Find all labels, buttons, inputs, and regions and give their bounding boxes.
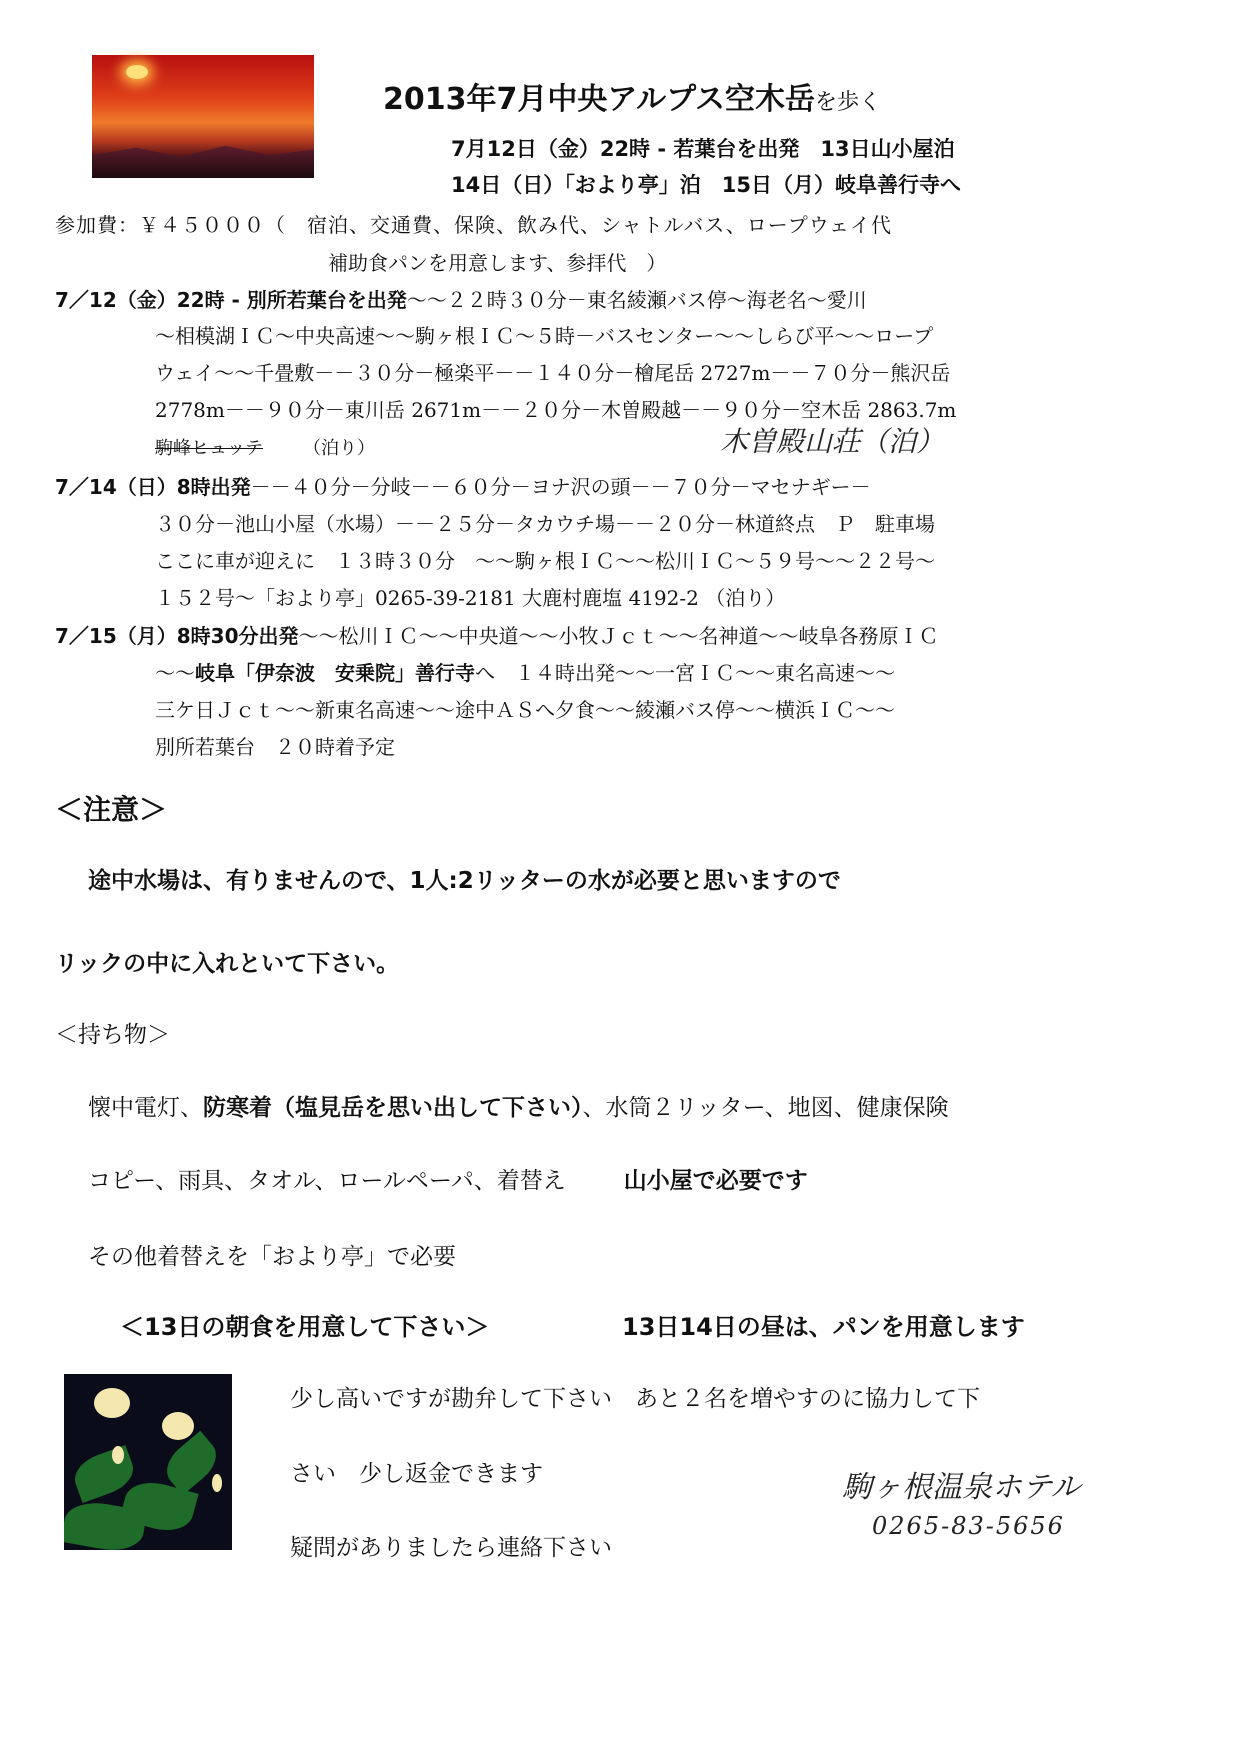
day2-line-2: ここに車が迎えに １３時３０分 ～～駒ヶ根ＩＣ～～松川ＩＣ～５９号～～２２号～ <box>155 549 935 573</box>
closing-line-2: さい 少し返金できます <box>290 1461 543 1487</box>
items-line-1 <box>88 1089 949 1122</box>
day1-heading: 7／12（金）22時 - 別所若葉台を出発 <box>55 288 407 312</box>
day3-text-2: へ １４時出発～～一宮ＩＣ～～東名高速～～ <box>475 661 895 685</box>
items-flashlight: 懐中電灯、 <box>88 1095 203 1121</box>
day3-line-1 <box>155 657 895 686</box>
day1-text: ～～２２時３０分－東名綾瀬バス停～海老名～愛川 <box>406 288 867 312</box>
caution-line-1: 途中水場は、有りませんので、1人:2リッターの水が必要と思いますので <box>88 868 841 894</box>
day3-line-0 <box>55 620 939 649</box>
flower-bud <box>212 1474 222 1492</box>
title-suffix: を歩く <box>814 90 881 115</box>
stay-note: （泊り） <box>303 438 375 459</box>
flower-bloom <box>162 1412 194 1440</box>
caution-heading: ＜注意＞ <box>55 793 168 826</box>
day2-heading: 7／14（日）8時出発 <box>55 475 251 499</box>
title-main: 2013年7月中央アルプス空木岳 <box>383 82 815 117</box>
flower-bud <box>112 1446 124 1464</box>
flower-photo <box>64 1374 232 1550</box>
items-rest: 、水筒２リッター、地図、健康保険 <box>582 1095 949 1121</box>
struck-hut-name: 駒峰ヒュッテ <box>155 438 263 459</box>
day2-text: －－４０分－分岐－－６０分－ヨナ沢の頭－－７０分－マセナギー－ <box>250 475 871 499</box>
handwritten-hut: 木曽殿山荘（泊） <box>720 425 945 458</box>
day1-line-0 <box>55 284 867 313</box>
items-line-2 <box>88 1162 808 1195</box>
fee-line-1: 参加費：￥４５０００（ 宿泊、交通費、保険、飲み代、シャトルバス、ロープウェイ代 <box>55 213 892 237</box>
sunset-photo <box>92 55 314 178</box>
meals-left: ＜13日の朝食を用意して下さい＞ <box>120 1313 490 1341</box>
closing-line-1: 少し高いですが勘弁して下さい あと２名を増やすのに協力して下 <box>290 1386 980 1412</box>
day2-line-3: １５２号～「おより亭」0265-39-2181 大鹿村鹿塩 4192-2 （泊り） <box>155 586 786 610</box>
day2-line-0 <box>55 471 871 500</box>
day1-line-1: ～相模湖ＩＣ～中央高速～～駒ヶ根ＩＣ～５時－バスセンター～～しらび平～～ロープ <box>155 324 934 348</box>
day3-heading: 7／15（月）8時30分出発 <box>55 624 299 648</box>
fee-line-2: 補助食パンを用意します、参拝代 ） <box>328 251 667 275</box>
closing-line-3: 疑問がありましたら連絡下さい <box>290 1535 612 1561</box>
handwritten-hotel: 駒ヶ根温泉ホテル <box>842 1470 1081 1505</box>
day1-line-3: 2778m－－９０分－東川岳 2671m－－２０分－木曽殿越－－９０分－空木岳 2863.7m <box>155 398 957 422</box>
items-hut-note: 山小屋で必要です <box>623 1168 808 1194</box>
meals-right: 13日14日の昼は、パンを用意します <box>622 1313 1025 1341</box>
day1-line-2: ウェイ～～千畳敷－－３０分－極楽平－－１４０分－檜尾岳 2727m－－７０分－熊沢岳 <box>155 361 951 385</box>
day3-line-3: 別所若葉台 ２０時着予定 <box>155 735 395 759</box>
items-warmwear: 防寒着（塩見岳を思い出して下さい） <box>203 1095 583 1121</box>
flower-bloom <box>94 1388 130 1418</box>
items-heading: ＜持ち物＞ <box>55 1022 170 1048</box>
page-title <box>383 74 881 118</box>
day3-text: ～～松川ＩＣ～～中央道～～小牧Ｊｃｔ～～名神道～～岐阜各務原ＩＣ <box>298 624 939 648</box>
subtitle-2: 14日（日）「おより亭」泊 15日（月）岐阜善行寺へ <box>451 173 961 197</box>
mountain-silhouette <box>92 140 314 178</box>
subtitle-1: 7月12日（金）22時 - 若葉台を出発 13日山小屋泊 <box>451 137 955 161</box>
day2-line-1: ３０分－池山小屋（水場）－－２５分－タカウチ場－－２０分－林道終点 Ｐ 駐車場 <box>155 512 935 536</box>
temple-name: 岐阜「伊奈波 安乗院」善行寺 <box>195 661 475 685</box>
items-list-2: コピー、雨具、タオル、ロールペーパ、着替え <box>88 1168 566 1194</box>
day3-line-2: 三ケ日Ｊｃｔ～～新東名高速～～途中ＡＳへ夕食～～綾瀬バス停～～横浜ＩＣ～～ <box>155 698 895 722</box>
caution-line-2: リックの中に入れといて下さい。 <box>55 951 400 977</box>
items-line-3: その他着替えを「おより亭」で必要 <box>88 1244 456 1270</box>
day1-line-4 <box>155 434 375 460</box>
day3-tilde: ～～ <box>155 661 195 685</box>
handwritten-phone: 0265-83-5656 <box>872 1512 1065 1540</box>
sun-icon <box>126 65 148 79</box>
